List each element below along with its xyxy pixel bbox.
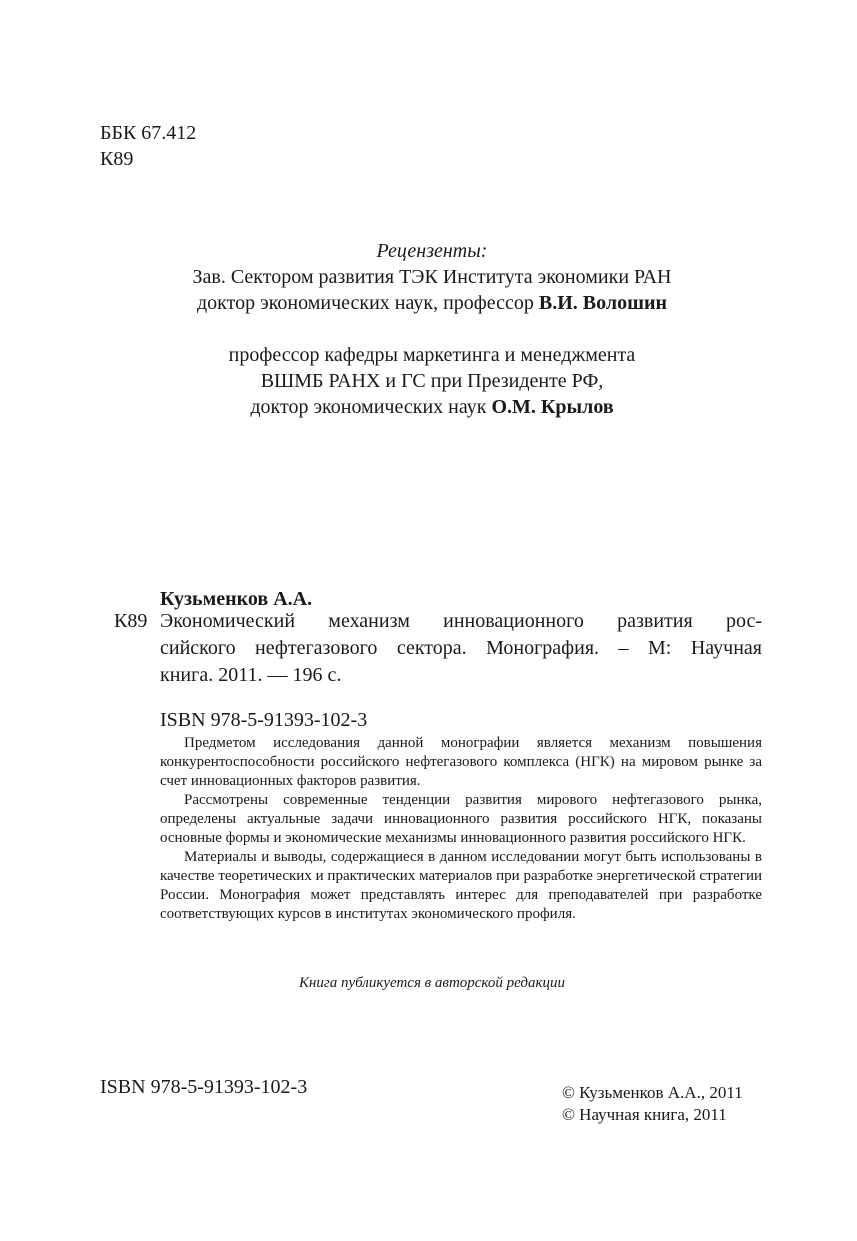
annotation-paragraph: Материалы и выводы, содержащиеся в данном исследовании могут быть использованы в качестве теоретических и практических материалов при разработке энергетической стратегии России. Монография может представлять интерес для преподавателей при разработке соответствующих курсов в институтах экономического профиля. <box>160 849 762 922</box>
footer-isbn: ISBN 978-5-91393-102-3 <box>100 1076 308 1098</box>
copyright-author: © Кузьменков А.А., 2011 <box>562 1083 743 1102</box>
author-mark: К89 <box>100 148 134 170</box>
edition-note: Книга публикуется в авторской редакции <box>298 975 566 991</box>
annotation <box>160 734 762 924</box>
annotation-paragraph: Рассмотрены современные тенденции развития мирового нефтегазового рынка, определены актуальные задачи инновационного развития российского НГК, показаны основные формы и экономические механизмы инновационного развития российского НГК. <box>160 792 762 846</box>
record-isbn: ISBN 978-5-91393-102-3 <box>160 709 368 731</box>
reviewer-1 <box>100 264 764 316</box>
record-line: сийского нефтегазового сектора. Монография. – М: Научная <box>160 637 762 659</box>
record-author: Кузьменков А.А. <box>160 588 313 610</box>
reviewer-2-position: профессор кафедры маркетинга и менеджмента <box>228 344 636 366</box>
reviewers-heading: Рецензенты: <box>376 240 488 262</box>
reviewer-2-affiliation: ВШМБ РАНХ и ГС при Президенте РФ, <box>260 370 604 392</box>
reviewer-1-degree-text: доктор экономических наук, профессор <box>197 292 539 314</box>
reviewer-2 <box>100 342 764 420</box>
record-line: Экономический механизм инновационного развития рос- <box>160 610 762 632</box>
reviewer-1-degree <box>100 290 764 316</box>
reviewer-2-degree-text: доктор экономических наук <box>250 396 492 418</box>
reviewer-2-degree <box>100 394 764 420</box>
classification-block <box>100 120 196 172</box>
reviewers-block <box>100 238 764 420</box>
reviewer-1-name: В.И. Волошин <box>538 292 667 314</box>
record-line: книга. 2011. — 196 с. <box>160 664 342 686</box>
annotation-paragraph: Предметом исследования данной монографии является механизм повышения конкурентоспособности российского нефтегазового комплекса (НГК) на мировом рынке за счет инновационных факторов развития. <box>160 735 762 789</box>
copyright-publisher: © Научная книга, 2011 <box>562 1105 727 1124</box>
record-description <box>160 608 762 689</box>
reviewer-2-name: О.М. Крылов <box>491 396 614 418</box>
bbk-code: ББК 67.412 <box>100 122 197 144</box>
copyright-block <box>562 1082 743 1126</box>
record-mark: К89 <box>114 610 148 632</box>
reviewer-1-position: Зав. Сектором развития ТЭК Института экономики РАН <box>192 266 672 288</box>
